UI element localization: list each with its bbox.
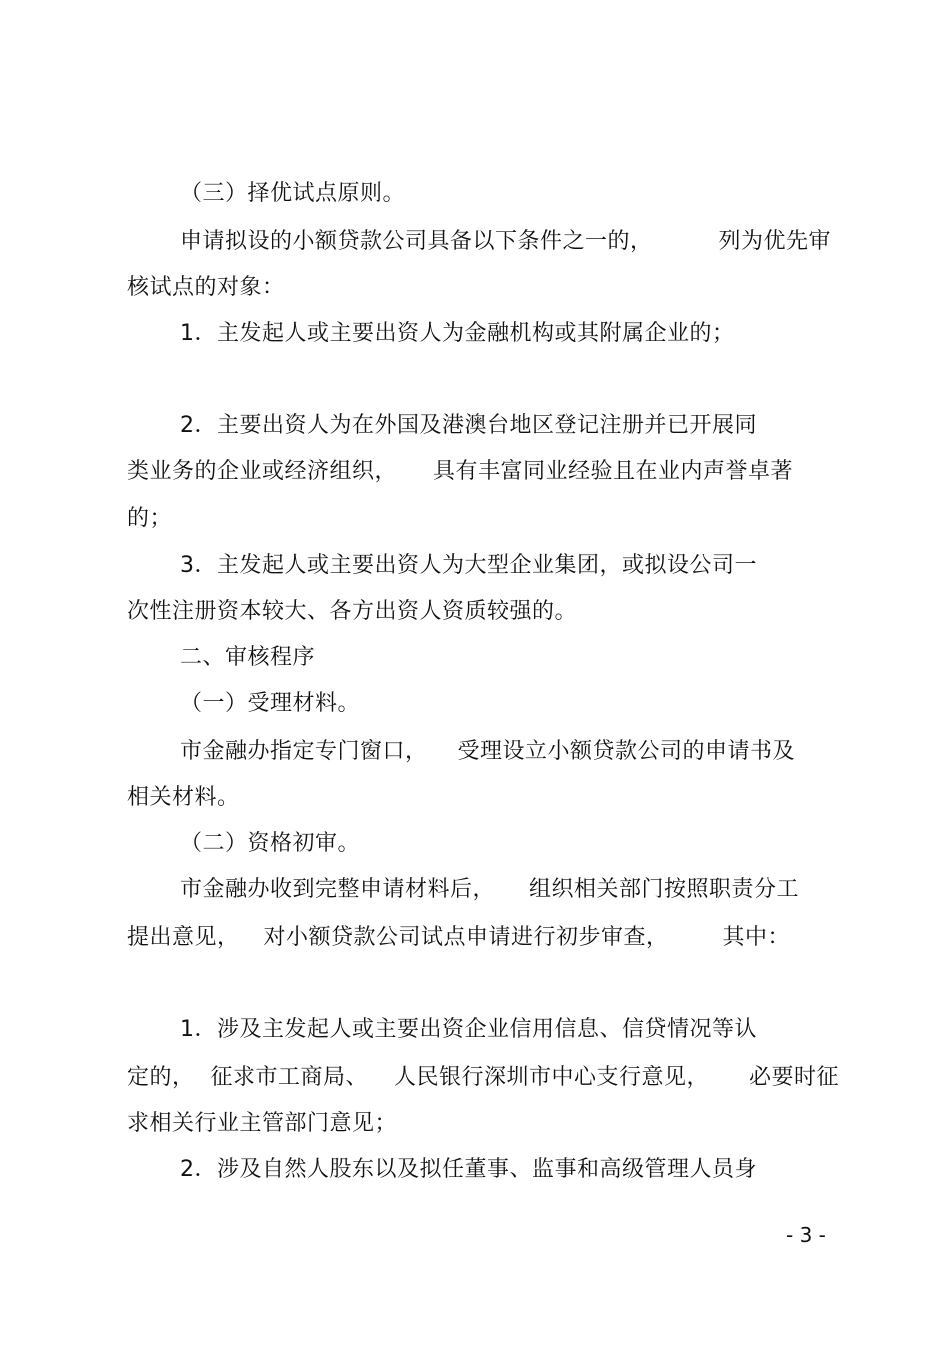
paragraph-line: 核试点的对象： <box>127 275 285 300</box>
paragraph-line <box>127 458 793 486</box>
list-item-1: 1．涉及主发起人或主要出资企业信用信息、信贷情况等认 <box>180 1017 757 1042</box>
subsection-heading-1: （一）受理材料。 <box>180 691 361 716</box>
text-segment: 组织相关部门按照职责分工 <box>529 877 800 902</box>
text-segment: 必要时征 <box>749 1065 840 1090</box>
text-segment: 列为优先审 <box>718 229 832 254</box>
text-segment: 市金融办收到完整申请材料后， <box>180 877 496 902</box>
list-item-2: 2．主要出资人为在外国及港澳台地区登记注册并已开展同 <box>180 413 757 438</box>
text-segment: 对小额贷款公司试点申请进行初步审查， <box>263 925 669 950</box>
paragraph-line: 次性注册资本较大、各方出资人资质较强的。 <box>127 599 578 624</box>
list-item-3: 3．主发起人或主要出资人为大型企业集团，或拟设公司一 <box>180 553 757 578</box>
text-segment: 类业务的企业或经济组织， <box>127 459 398 484</box>
list-item-2: 2．涉及自然人股东以及拟任董事、监事和高级管理人员身 <box>180 1157 757 1182</box>
paragraph-line <box>180 876 799 904</box>
text-segment: 申请拟设的小额贷款公司具备以下条件之一的， <box>180 229 653 254</box>
text-segment: 定的， <box>127 1065 195 1090</box>
section-heading-2: 二、审核程序 <box>180 645 316 670</box>
paragraph-line <box>180 738 795 766</box>
text-segment: 市金融办指定专门窗口， <box>180 739 428 764</box>
paragraph-line <box>127 924 790 952</box>
text-segment: 具有丰富同业经验且在业内声誉卓著 <box>433 459 794 484</box>
section-heading-3: （三）择优试点原则。 <box>180 181 406 206</box>
paragraph-line <box>180 228 831 256</box>
subsection-heading-2: （二）资格初审。 <box>180 831 361 856</box>
page-number: - 3 - <box>786 1223 826 1247</box>
text-segment: 其中： <box>722 925 791 950</box>
paragraph-line: 的； <box>127 506 173 531</box>
paragraph-line: 求相关行业主管部门意见； <box>127 1111 398 1136</box>
text-segment: 人民银行深圳市中心支行意见， <box>394 1065 710 1090</box>
list-item-1: 1．主发起人或主要出资人为金融机构或其附属企业的； <box>180 321 735 346</box>
paragraph-line: 相关材料。 <box>127 785 240 810</box>
text-segment: 提出意见， <box>127 925 240 950</box>
text-segment: 征求市工商局、 <box>210 1065 369 1090</box>
text-segment: 受理设立小额贷款公司的申请书及 <box>457 739 796 764</box>
paragraph-line <box>127 1064 839 1092</box>
